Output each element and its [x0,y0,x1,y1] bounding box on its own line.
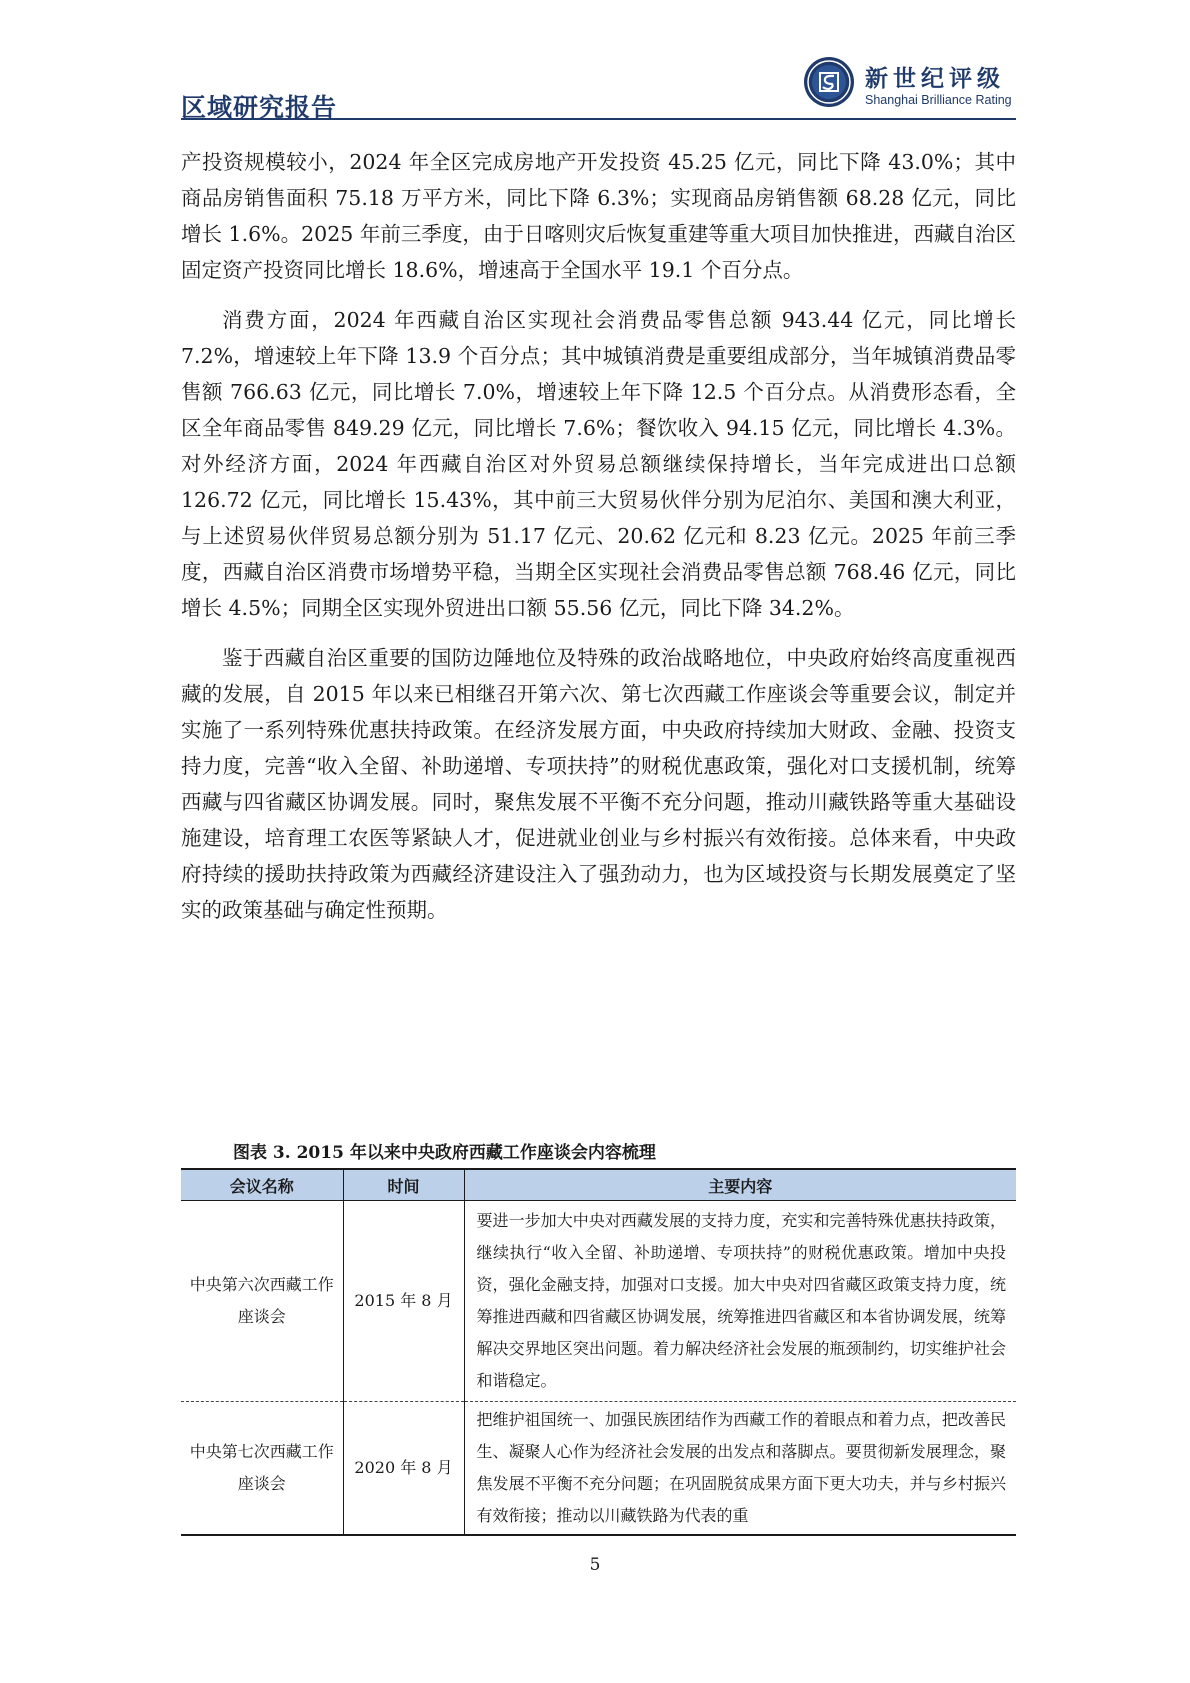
meeting-name-cell: 中央第七次西藏工作座谈会 [181,1402,343,1536]
column-header-time: 时间 [343,1169,464,1201]
header-divider [181,118,1016,120]
report-body [181,144,1016,942]
meeting-content-cell: 要进一步加大中央对西藏发展的支持力度，充实和完善特殊优惠扶持政策，继续执行“收入全留、补助递增、专项扶持”的财税优惠政策。增加中央投资，强化金融支持，加强对口支援。加大中央对四省藏区政策支持力度，统筹推进西藏和四省藏区协调发展，统筹推进四省藏区和本省协调发展，统筹解决交界地区突出问题。着力解决经济社会发展的瓶颈制约，切实维护社会和谐稳定。 [464,1201,1016,1402]
table-header-row [181,1169,1016,1201]
paragraph-real-estate: 产投资规模较小，2024 年全区完成房地产开发投资 45.25 亿元，同比下降 43.0%；其中商品房销售面积 75.18 万平方米，同比下降 6.3%；实现商品房销售额 68.28 亿元，同比增长 1.6%。2025 年前三季度，由于日喀则灾后恢复重建等重大项目加快推进，西藏自治区固定资产投资同比增长 18.6%，增速高于全国水平 19.1 个百分点。 [181,150,1016,282]
paragraph-policy: 鉴于西藏自治区重要的国防边陲地位及特殊的政治战略地位，中央政府始终高度重视西藏的发展，自 2015 年以来已相继召开第六次、第七次西藏工作座谈会等重要会议，制定并实施了一系列特殊优惠扶持政策。在经济发展方面，中央政府持续加大财政、金融、投资支持力度，完善“收入全留、补助递增、专项扶持”的财税优惠政策，强化对口支援机制，统筹西藏与四省藏区协调发展。同时，聚焦发展不平衡不充分问题，推动川藏铁路等重大基础设施建设，培育理工农医等紧缺人才，促进就业创业与乡村振兴有效衔接。总体来看，中央政府持续的援助扶持政策为西藏经济建设注入了强劲动力，也为区域投资与长期发展奠定了坚实的政策基础与确定性预期。 [181,646,1016,922]
column-header-meeting: 会议名称 [181,1169,343,1201]
table-row [181,1402,1016,1536]
meeting-content-cell: 把维护祖国统一、加强民族团结作为西藏工作的着眼点和着力点，把改善民生、凝聚人心作为经济社会发展的出发点和落脚点。要贯彻新发展理念，聚焦发展不平衡不充分问题；在巩固脱贫成果方面下更大功夫，并与乡村振兴有效衔接；推动以川藏铁路为代表的重 [464,1402,1016,1536]
meetings-table [181,1168,1016,1536]
meeting-time-cell: 2020 年 8 月 [343,1402,464,1536]
brand-logo [803,56,1018,110]
paragraph-consumption: 消费方面，2024 年西藏自治区实现社会消费品零售总额 943.44 亿元，同比增长 7.2%，增速较上年下降 13.9 个百分点；其中城镇消费是重要组成部分，当年城镇消费品零售额 766.63 亿元，同比增长 7.0%，增速较上年下降 12.5 个百分点。从消费形态看，全区全年商品零售 849.29 亿元，同比增长 7.6%；餐饮收入 94.15 亿元，同比增长 4.3%。对外经济方面，2024 年西藏自治区对外贸易总额继续保持增长，当年完成进出口总额 126.72 亿元，同比增长 15.43%，其中前三大贸易伙伴分别为尼泊尔、美国和澳大利亚，与上述贸易伙伴贸易总额分别为 51.17 亿元、20.62 亿元和 8.23 亿元。2025 年前三季度，西藏自治区消费市场增势平稳，当期全区实现社会消费品零售总额 768.46 亿元，同比增长 4.5%；同期全区实现外贸进出口额 55.56 亿元，同比下降 34.2%。 [181,308,1016,620]
page-number: 5 [589,1555,601,1575]
brand-name-cn: 新世纪评级 [865,66,1005,92]
brand-emblem-icon [803,56,855,108]
meeting-name-cell: 中央第六次西藏工作座谈会 [181,1201,343,1402]
page-header [181,52,1016,122]
brand-name-en: Shanghai Brilliance Rating [865,93,1012,107]
report-section-title: 区域研究报告 [181,93,338,122]
column-header-content: 主要内容 [464,1169,1016,1201]
table-row [181,1201,1016,1402]
table-caption: 图表 3. 2015 年以来中央政府西藏工作座谈会内容梳理 [233,1143,656,1163]
meeting-time-cell: 2015 年 8 月 [343,1201,464,1402]
